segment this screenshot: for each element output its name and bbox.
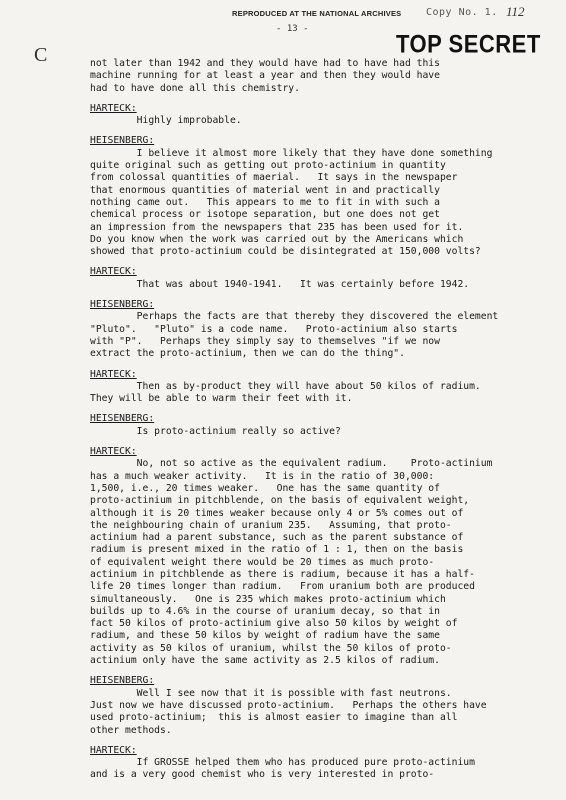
speaker-label: HARTECK: [90, 368, 137, 380]
text-line: other methods. [90, 724, 172, 736]
transcript-block [90, 675, 560, 736]
speaker-label: HEISENBERG: [90, 675, 155, 687]
text-line: although it is 20 times weaker because only 4 or 5% comes out of [90, 507, 464, 519]
text-line: builds up to 4.6% in the course of uranium decay, so that in [90, 605, 440, 617]
text-line: not later than 1942 and they would have had to have had this [90, 58, 440, 69]
margin-mark: C [34, 44, 48, 66]
text-line: Just now we have discussed proto-actinium. Perhaps the others have [90, 699, 487, 711]
text-line: Well I see now that it is possible with fast neutrons. [90, 687, 452, 699]
text-line: has a much weaker activity. It is in the ratio of 30,000: [90, 470, 435, 482]
speaker-label: HEISENBERG: [90, 299, 155, 311]
text-line: proto-actinium in pitchblende, on the basis of equivalent weight, [90, 495, 470, 507]
speaker-label: HARTECK: [90, 102, 137, 114]
archive-stamp: REPRODUCED AT THE NATIONAL ARCHIVES [232, 9, 402, 18]
text-line: Highly improbable. [90, 115, 242, 127]
transcript-block [90, 446, 560, 667]
page-number: - 13 - [276, 24, 309, 34]
handwritten-page-ref: 112 [506, 4, 525, 19]
transcript-block [90, 745, 560, 782]
text-line: had to have done all this chemistry. [90, 82, 300, 94]
text-line: actinium only have the same activity as 2.5 kilos of radium. [90, 655, 440, 667]
speaker-label: HARTECK: [90, 744, 137, 756]
transcript-block [90, 135, 560, 258]
text-line: of equivalent weight there would be 20 times as much proto- [90, 556, 435, 568]
text-line: "Pluto". "Pluto" is a code name. Proto-actinium also starts [90, 323, 458, 335]
transcript-block [90, 369, 560, 406]
text-line: an impression from the newspapers that 235 has been used for it. [90, 221, 464, 233]
transcript-block [90, 103, 560, 128]
text-line: Then as by-product they will have about 50 kilos of radium. [90, 380, 481, 392]
text-line: the neighbouring chain of uranium 235. Assuming, that proto- [90, 519, 452, 531]
transcript-block [90, 413, 560, 438]
text-line: 1,500, i.e., 20 times weaker. One has the same quantity of [90, 482, 440, 494]
text-line: activity as 50 kilos of uranium, whilst the 50 kilos of proto- [90, 642, 452, 654]
transcript-block [90, 299, 560, 360]
text-line: Is proto-actinium really so active? [90, 425, 341, 437]
text-line: from colossal quantities of maerial. It says in the newspaper [90, 172, 458, 184]
text-line: used proto-actinium; this is almost easier to imagine than all [90, 712, 458, 724]
speaker-label: HEISENBERG: [90, 135, 155, 147]
transcript-block [90, 58, 560, 95]
speaker-label: HEISENBERG: [90, 413, 155, 425]
speaker-label: HARTECK: [90, 446, 137, 458]
speaker-label: HARTECK: [90, 266, 137, 278]
text-line: simultaneously. One is 235 which makes proto-actinium which [90, 593, 446, 605]
text-line: showed that proto-actinium could be disintegrated at 150,000 volts? [90, 246, 481, 258]
text-line: and is a very good chemist who is very interested in proto- [90, 769, 435, 781]
text-line: that enormous quantities of material went in and practically [90, 184, 440, 196]
text-line: Perhaps the facts are that thereby they discovered the element [90, 311, 499, 323]
text-line: fact 50 kilos of proto-actinium give also 50 kilos by weight of [90, 618, 458, 630]
text-line: with "P". Perhaps they simply say to themselves "if we now [90, 335, 440, 347]
transcript-body [90, 58, 560, 782]
text-line: They will be able to warm their feet with it. [90, 393, 353, 405]
text-line: radium, and these 50 kilos by weight of radium have the same [90, 630, 440, 642]
text-line: No, not so active as the equivalent radium. Proto-actinium [90, 458, 493, 470]
copy-number: Copy No. 1. [426, 7, 498, 18]
text-line: machine running for at least a year and then they would have [90, 70, 440, 82]
text-line: That was about 1940-1941. It was certainly before 1942. [90, 278, 470, 290]
text-line: nothing came out. This appears to me to fit in with such a [90, 196, 440, 208]
text-line: chemical process or isotope separation, but one does not get [90, 209, 440, 221]
text-line: actinium had a parent substance, such as the parent substance of [90, 532, 464, 544]
text-line: I believe it almost more likely that they have done something [90, 147, 493, 159]
text-line: radium is present mixed in the ratio of 1 : 1, then on the basis [90, 544, 464, 556]
transcript-block [90, 266, 560, 291]
text-line: If GROSSE helped them who has produced pure proto-actinium [90, 757, 475, 769]
text-line: extract the proto-actinium, then we can do the thing". [90, 348, 405, 360]
text-line: quite original such as getting out proto-actinium in quantity [90, 160, 446, 172]
classification-stamp: TOP SECRET [396, 30, 541, 58]
text-line: Do you know when the work was carried out by the Americans which [90, 233, 464, 245]
text-line: actinium in pitchblende as there is radium, because it has a half- [90, 568, 475, 580]
text-line: life 20 times longer than radium. From uranium both are produced [90, 581, 475, 593]
